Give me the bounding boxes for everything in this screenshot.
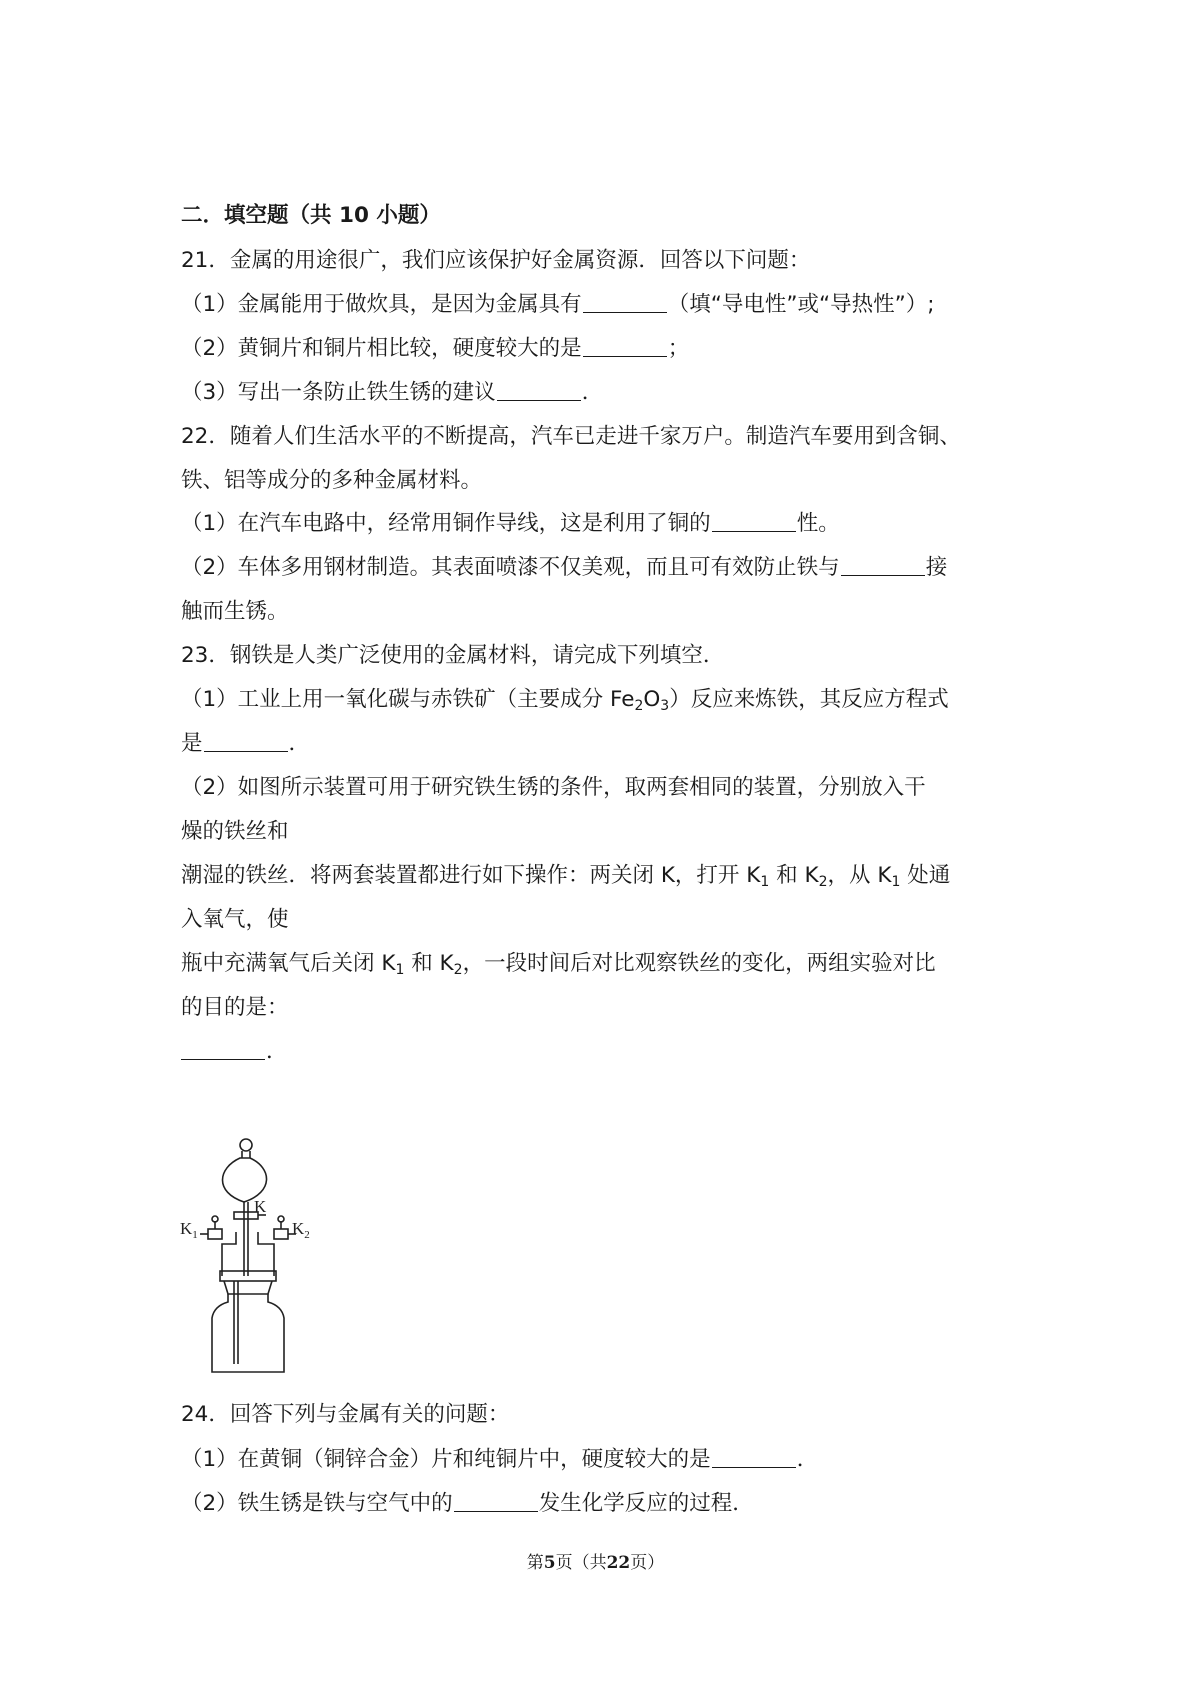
q22-stem-line1: 22．随着人们生活水平的不断提高，汽车已走进千家万户。制造汽车要用到含铜、 (181, 424, 961, 449)
answer-blank (497, 378, 581, 401)
q22-part1-end: 性。 (796, 511, 840, 536)
q24-part2-text: （2）铁生锈是铁与空气中的 (181, 1491, 453, 1516)
footer-text: 页） (630, 1553, 665, 1573)
q23-part2-line2: 燥的铁丝和 (181, 819, 289, 844)
answer-blank (841, 553, 925, 576)
gas-bottle-diagram (178, 1136, 328, 1376)
q24-stem: 24．回答下列与金属有关的问题： (181, 1402, 510, 1427)
subscript: 2 (818, 874, 828, 890)
q23-part1-line2 (181, 727, 1021, 761)
text: ，从 K (827, 863, 892, 888)
q23-part2-line6: 的目的是： (181, 995, 289, 1020)
page-number: 5 (543, 1553, 556, 1573)
q21-part3 (181, 376, 1021, 410)
q21-part2-text: （2）黄铜片和铜片相比较，硬度较大的是 (181, 336, 582, 361)
answer-blank (583, 334, 667, 357)
page-total: 22 (606, 1553, 631, 1573)
apparatus-figure (178, 1136, 328, 1376)
separatory-funnel (223, 1158, 267, 1202)
q21-part1 (181, 288, 1021, 322)
q23-part1-rest: ）反应来炼铁，其反应方程式 (669, 687, 949, 712)
q21-part3-end: ． (581, 380, 604, 405)
valve-k2 (274, 1229, 288, 1239)
label-k: K (254, 1197, 267, 1216)
answer-blank (204, 729, 288, 752)
q23-part2-line4: 入氧气，使 (181, 907, 289, 932)
q24-part1 (181, 1443, 1021, 1477)
formula-o: O (643, 687, 661, 712)
page-footer (0, 1548, 1191, 1573)
q22-part2-line2: 触而生锈。 (181, 599, 289, 624)
subscript: 2 (453, 962, 463, 978)
q22-part2 (181, 551, 1021, 585)
subscript: 2 (634, 698, 644, 714)
text: 瓶中充满氧气后关闭 K (181, 951, 396, 976)
q23-part1-text: （1）工业上用一氧化碳与赤铁矿（主要成分 Fe (181, 687, 635, 712)
text: 处通 (900, 863, 951, 888)
q24-part2-end: 发生化学反应的过程． (538, 1491, 754, 1516)
q22-part1-text: （1）在汽车电路中，经常用铜作导线，这是利用了铜的 (181, 511, 711, 536)
q23-part2-line5 (181, 947, 1021, 981)
subscript: 1 (395, 962, 405, 978)
subscript: 1 (891, 874, 901, 890)
subscript: 3 (660, 698, 670, 714)
text: 潮湿的铁丝．将两套装置都进行如下操作：两关闭 K，打开 K (181, 863, 761, 888)
text: 和 K (404, 951, 454, 976)
answer-blank (181, 1037, 265, 1060)
footer-text: 第 (526, 1553, 544, 1573)
q21-part2 (181, 332, 1021, 366)
subscript: 1 (760, 874, 770, 890)
text: 和 K (769, 863, 819, 888)
q21-part3-text: （3）写出一条防止铁生锈的建议 (181, 380, 496, 405)
label-k2: $K_2$ (292, 1219, 310, 1241)
q24-part2 (181, 1487, 1021, 1521)
answer-blank (712, 509, 796, 532)
q24-part1-end: ． (796, 1447, 819, 1472)
q23-part2-line3 (181, 859, 1021, 893)
answer-blank (712, 1445, 796, 1468)
q24-part1-text: （1）在黄铜（铜锌合金）片和纯铜片中，硬度较大的是 (181, 1447, 711, 1472)
text: ，一段时间后对比观察铁丝的变化，两组实验对比 (462, 951, 936, 976)
q22-part2-text: （2）车体多用钢材制造。其表面喷漆不仅美观，而且可有效防止铁与 (181, 555, 840, 580)
q21-part1-text: （1）金属能用于做炊具，是因为金属具有 (181, 292, 582, 317)
q23-stem: 23．钢铁是人类广泛使用的金属材料，请完成下列填空． (181, 643, 725, 668)
section-title: 二．填空题（共 10 小题） (181, 203, 441, 228)
q23-part1-line2-end: ． (288, 731, 311, 756)
footer-text: 页（共 (555, 1553, 607, 1573)
glass-bottle (212, 1294, 284, 1372)
funnel-stopper (240, 1139, 252, 1151)
q21-stem: 21．金属的用途很广，我们应该保护好金属资源．回答以下问题： (181, 248, 811, 273)
text: ． (266, 1039, 288, 1064)
answer-blank (454, 1489, 538, 1512)
q23-part1-line2-text: 是 (181, 731, 203, 756)
q23-part2-line7 (181, 1035, 1021, 1069)
q22-part1 (181, 507, 1021, 541)
label-k1: $K_1$ (180, 1219, 198, 1241)
valve-k1 (208, 1229, 222, 1239)
q21-part2-end: ； (667, 336, 690, 361)
q23-part2-line1: （2）如图所示装置可用于研究铁生锈的条件，取两套相同的装置，分别放入干 (181, 775, 926, 800)
q22-stem-line2: 铁、铝等成分的多种金属材料。 (181, 468, 483, 493)
q23-part1 (181, 683, 1021, 717)
answer-blank (583, 290, 667, 313)
q21-part1-hint: （填“导电性”或“导热性”）; (667, 292, 935, 317)
q22-part2-end: 接 (925, 555, 948, 580)
